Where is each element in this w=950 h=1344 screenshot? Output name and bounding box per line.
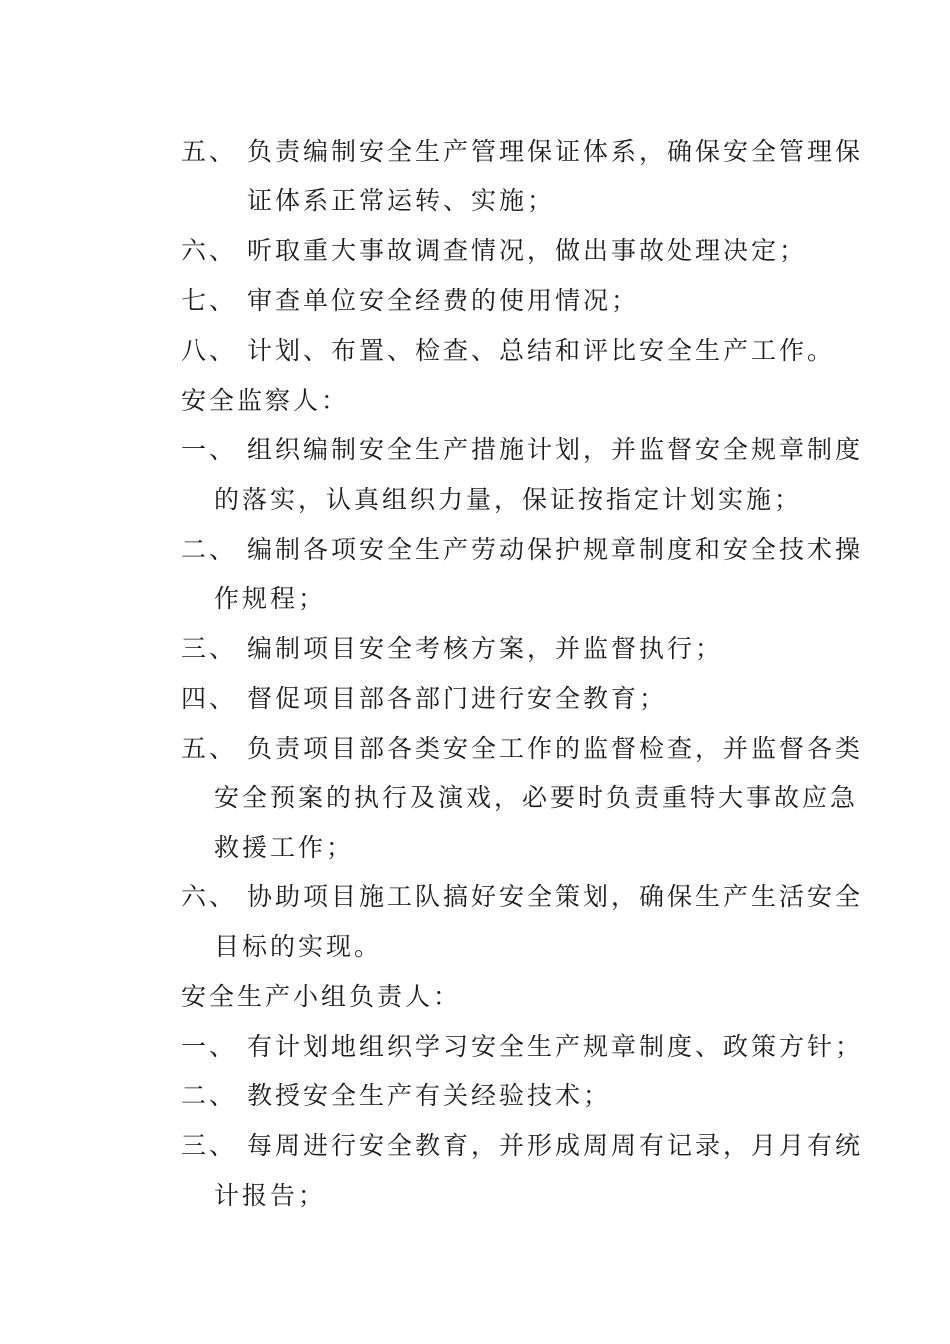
item-text-line: 安全预案的执行及演戏，必要时负责重特大事故应急 <box>214 783 859 812</box>
item-number: 二、 <box>181 535 238 564</box>
section-heading: 安全生产小组负责人： <box>181 982 462 1011</box>
item-number: 五、 <box>181 137 238 166</box>
item-number: 三、 <box>181 1131 238 1160</box>
item-number: 五、 <box>181 734 238 763</box>
item-text-line: 计划、布置、检查、总结和评比安全生产工作。 <box>247 336 836 365</box>
item-number: 一、 <box>181 1032 238 1061</box>
item-text-line: 听取重大事故调查情况，做出事故处理决定； <box>247 236 808 265</box>
item-text-line: 教授安全生产有关经验技术； <box>247 1081 612 1110</box>
item-text-line: 的落实，认真组织力量，保证按指定计划实施； <box>214 485 803 514</box>
item-number: 三、 <box>181 634 238 663</box>
item-number: 六、 <box>181 882 238 911</box>
item-text-line: 协助项目施工队搞好安全策划，确保生产生活安全 <box>247 882 864 911</box>
item-number: 八、 <box>181 336 238 365</box>
item-text-line: 编制项目安全考核方案，并监督执行； <box>247 634 724 663</box>
section-heading: 安全监察人： <box>181 386 350 415</box>
item-text-line: 编制各项安全生产劳动保护规章制度和安全技术操 <box>247 535 864 564</box>
item-number: 二、 <box>181 1081 238 1110</box>
item-text-line: 证体系正常运转、实施； <box>247 186 556 215</box>
item-text-line: 目标的实现。 <box>214 932 383 961</box>
item-text-line: 负责项目部各类安全工作的监督检查，并监督各类 <box>247 734 864 763</box>
item-text-line: 督促项目部各部门进行安全教育； <box>247 684 668 713</box>
item-text-line: 计报告； <box>214 1181 327 1210</box>
item-text-line: 每周进行安全教育，并形成周周有记录，月月有统 <box>247 1131 864 1160</box>
item-text-line: 审查单位安全经费的使用情况； <box>247 286 640 315</box>
item-number: 四、 <box>181 684 238 713</box>
item-number: 六、 <box>181 236 238 265</box>
item-text-line: 组织编制安全生产措施计划，并监督安全规章制度 <box>247 435 864 464</box>
item-number: 一、 <box>181 435 238 464</box>
item-text-line: 有计划地组织学习安全生产规章制度、政策方针； <box>247 1032 864 1061</box>
item-number: 七、 <box>181 286 238 315</box>
item-text-line: 作规程； <box>214 584 327 613</box>
item-text-line: 救援工作； <box>214 833 355 862</box>
item-text-line: 负责编制安全生产管理保证体系，确保安全管理保 <box>247 137 864 166</box>
